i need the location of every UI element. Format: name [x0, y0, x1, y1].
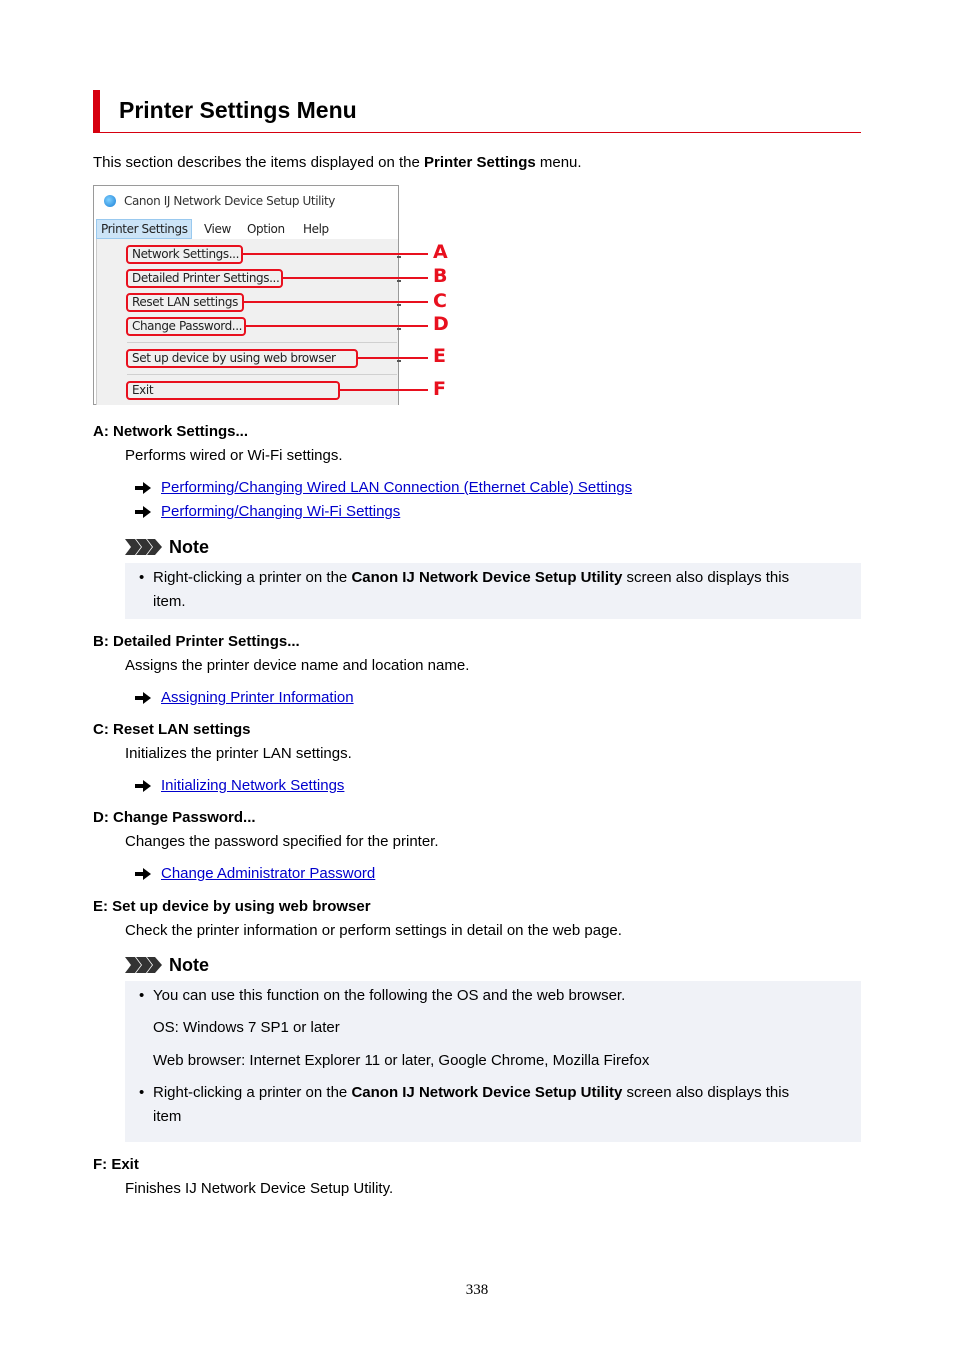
- heading-reset-lan: C: Reset LAN settings: [93, 721, 251, 738]
- link-wired-lan[interactable]: Performing/Changing Wired LAN Connection (Ethernet Cable) Settings: [161, 479, 633, 496]
- note-chevrons-icon: [125, 539, 163, 555]
- callout-letter-a: A: [433, 241, 448, 263]
- arrow-right-icon: [135, 780, 151, 792]
- callout-letter-c: C: [433, 290, 447, 312]
- page-title: Printer Settings Menu: [119, 97, 357, 123]
- scroll-tick: [397, 328, 401, 330]
- menubar: [94, 219, 398, 239]
- callout-line-a: [243, 253, 428, 255]
- note-chevrons-icon: [125, 957, 163, 973]
- callout-line-b: [283, 277, 428, 279]
- desc-change-password: Changes the password specified for the printer.: [125, 833, 439, 850]
- note-bold: Canon IJ Network Device Setup Utility: [351, 569, 623, 586]
- note-heading: [125, 537, 209, 558]
- callout-box-f: [126, 381, 340, 400]
- desc-detailed-printer-settings: Assigns the printer device name and location name.: [125, 657, 470, 674]
- callout-letter-e: E: [433, 345, 446, 367]
- link-row: [135, 502, 400, 522]
- link-row: [135, 688, 354, 708]
- intro-text: [93, 153, 582, 173]
- note-bold: Canon IJ Network Device Setup Utility: [351, 1084, 623, 1101]
- bullet: •: [139, 1084, 145, 1101]
- heading-web-browser: E: Set up device by using web browser: [93, 898, 371, 915]
- window-titlebar: [94, 186, 398, 218]
- scroll-tick: [397, 256, 401, 258]
- link-wifi[interactable]: Performing/Changing Wi-Fi Settings: [161, 503, 401, 520]
- callout-line-d: [246, 325, 428, 327]
- dropdown-detailed-printer-settings[interactable]: Detailed Printer Settings...: [132, 271, 280, 285]
- callout-box-c: [126, 293, 244, 312]
- link-initializing-network-settings[interactable]: Initializing Network Settings: [161, 777, 345, 794]
- callout-letter-f: F: [433, 378, 446, 400]
- scroll-tick: [397, 360, 401, 362]
- intro-prefix: This section describes the items displayed on the: [93, 154, 425, 171]
- dropdown-separator: [127, 342, 397, 343]
- link-change-administrator-password[interactable]: Change Administrator Password: [161, 865, 376, 882]
- dropdown-web-browser[interactable]: Set up device by using web browser: [132, 351, 336, 365]
- note-text: You can use this function on the following the OS and the web browser.: [153, 987, 626, 1004]
- desc-network-settings: Performs wired or Wi-Fi settings.: [125, 447, 343, 464]
- arrow-right-icon: [135, 482, 151, 494]
- heading-change-password: D: Change Password...: [93, 809, 256, 826]
- app-globe-icon: [104, 195, 116, 207]
- intro-suffix: menu.: [535, 154, 582, 171]
- link-row: [135, 864, 375, 884]
- note-title: Note: [169, 955, 209, 975]
- menu-option[interactable]: Option: [247, 222, 285, 236]
- dropdown-reset-lan[interactable]: Reset LAN settings: [132, 295, 238, 309]
- menu-view[interactable]: View: [204, 222, 231, 236]
- dropdown-separator: [127, 374, 397, 375]
- note-heading: [125, 955, 209, 976]
- note-text-os: OS: Windows 7 SP1 or later: [153, 1019, 340, 1036]
- note-text: [153, 1083, 789, 1103]
- title-rule: [100, 132, 861, 133]
- menu-printer-settings[interactable]: Printer Settings: [101, 222, 188, 236]
- link-row: [135, 776, 344, 796]
- page-number: 338: [465, 1282, 489, 1298]
- callout-letter-b: B: [433, 265, 448, 287]
- arrow-right-icon: [135, 506, 151, 518]
- bullet: •: [139, 987, 145, 1004]
- menu-help[interactable]: Help: [303, 222, 329, 236]
- callout-letter-d: D: [433, 313, 449, 335]
- note-suffix: screen also displays this: [622, 569, 790, 586]
- callout-box-a: [126, 245, 243, 264]
- title-accent-bar: [93, 90, 100, 133]
- note-text-browser: Web browser: Internet Explorer 11 or later, Google Chrome, Mozilla Firefox: [153, 1052, 650, 1069]
- callout-box-d: [126, 317, 246, 336]
- note-text-line2: item.: [153, 593, 186, 610]
- note-prefix: Right-clicking a printer on the: [153, 1084, 352, 1101]
- desc-reset-lan: Initializes the printer LAN settings.: [125, 745, 352, 762]
- callout-line-f: [340, 389, 428, 391]
- arrow-right-icon: [135, 868, 151, 880]
- note-box: [125, 981, 861, 1142]
- note-box: [125, 563, 861, 619]
- bullet: •: [139, 569, 145, 586]
- desc-exit: Finishes IJ Network Device Setup Utility.: [125, 1180, 394, 1197]
- scroll-tick: [397, 280, 401, 282]
- dropdown-network-settings[interactable]: Network Settings...: [132, 247, 239, 261]
- note-prefix: Right-clicking a printer on the: [153, 569, 352, 586]
- intro-bold: Printer Settings: [424, 154, 536, 171]
- heading-exit: F: Exit: [93, 1156, 139, 1173]
- callout-line-c: [244, 301, 428, 303]
- callout-box-b: [126, 269, 283, 288]
- note-title: Note: [169, 537, 209, 557]
- note-suffix: screen also displays this: [622, 1084, 790, 1101]
- dropdown-change-password[interactable]: Change Password...: [132, 319, 243, 333]
- callout-line-e: [358, 357, 428, 359]
- menu-screenshot: [93, 185, 449, 405]
- dropdown-exit[interactable]: Exit: [132, 383, 154, 397]
- arrow-right-icon: [135, 692, 151, 704]
- window-title: Canon IJ Network Device Setup Utility: [124, 194, 336, 208]
- note-text-line2: item: [153, 1108, 182, 1125]
- scroll-tick: [397, 304, 401, 306]
- link-assigning-printer-information[interactable]: Assigning Printer Information: [161, 689, 354, 706]
- heading-network-settings: A: Network Settings...: [93, 423, 249, 440]
- heading-detailed-printer-settings: B: Detailed Printer Settings...: [93, 633, 300, 650]
- callout-box-e: [126, 349, 358, 368]
- desc-web-browser: Check the printer information or perform settings in detail on the web page.: [125, 922, 622, 939]
- note-text: [153, 568, 789, 588]
- link-row: [135, 478, 632, 498]
